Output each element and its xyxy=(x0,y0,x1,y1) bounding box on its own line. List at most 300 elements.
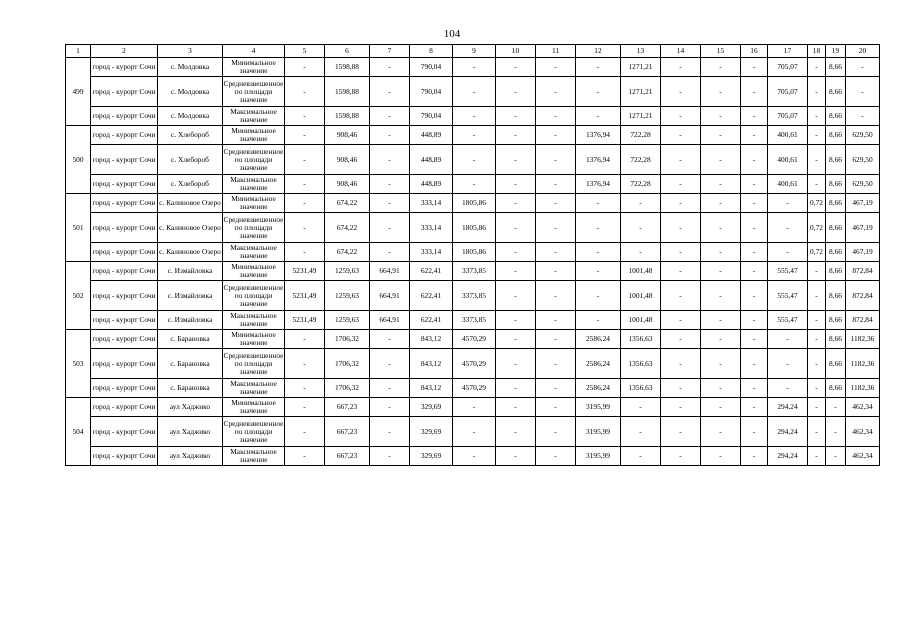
value-cell: - xyxy=(285,77,325,107)
value-cell: 1376,94 xyxy=(576,175,621,194)
value-cell: - xyxy=(536,417,576,447)
value-cell: 622,41 xyxy=(410,311,453,330)
value-cell: - xyxy=(661,194,701,213)
value-cell: - xyxy=(741,58,768,77)
table-body xyxy=(66,58,880,466)
value-cell: 400,61 xyxy=(768,126,808,145)
value-cell: - xyxy=(536,281,576,311)
column-header: 8 xyxy=(410,45,453,58)
value-cell: 8,66 xyxy=(826,175,846,194)
column-header: 16 xyxy=(741,45,768,58)
value-cell: - xyxy=(285,58,325,77)
table-row xyxy=(66,330,880,349)
value-cell: - xyxy=(621,194,661,213)
place-cell: с. Калиновое Озеро xyxy=(158,243,223,262)
value-cell: 555,47 xyxy=(768,262,808,281)
value-cell: - xyxy=(536,58,576,77)
value-cell: - xyxy=(808,126,826,145)
table-row xyxy=(66,213,880,243)
value-cell: - xyxy=(808,175,826,194)
value-cell: 872,84 xyxy=(846,262,880,281)
value-cell: 8,66 xyxy=(826,281,846,311)
value-cell: 5231,49 xyxy=(285,311,325,330)
city-cell: город - курорт Сочи xyxy=(91,126,158,145)
value-cell: - xyxy=(285,194,325,213)
value-cell: - xyxy=(576,262,621,281)
value-cell: - xyxy=(826,447,846,466)
place-cell: с. Хлебороб xyxy=(158,126,223,145)
value-cell: 8,66 xyxy=(826,311,846,330)
value-cell: 462,34 xyxy=(846,417,880,447)
value-cell: 333,14 xyxy=(410,194,453,213)
value-cell: 8,66 xyxy=(826,330,846,349)
value-cell: 1356,63 xyxy=(621,379,661,398)
value-type-cell: Максимальное значение xyxy=(223,175,285,194)
value-cell: - xyxy=(621,213,661,243)
city-cell: город - курорт Сочи xyxy=(91,447,158,466)
value-cell: 1376,94 xyxy=(576,145,621,175)
value-cell: 629,50 xyxy=(846,145,880,175)
value-cell: - xyxy=(285,145,325,175)
value-cell: 722,28 xyxy=(621,126,661,145)
value-cell: - xyxy=(536,145,576,175)
value-type-cell: Средневзвешенное по площади значение xyxy=(223,145,285,175)
value-cell: - xyxy=(576,213,621,243)
column-header: 13 xyxy=(621,45,661,58)
table-row xyxy=(66,194,880,213)
value-cell: 8,66 xyxy=(826,243,846,262)
value-cell: - xyxy=(808,281,826,311)
value-cell: - xyxy=(536,349,576,379)
value-cell: 722,28 xyxy=(621,145,661,175)
value-cell: 1356,63 xyxy=(621,330,661,349)
column-header: 7 xyxy=(370,45,410,58)
value-cell: 3373,85 xyxy=(453,281,496,311)
value-cell: - xyxy=(741,126,768,145)
value-cell: - xyxy=(496,398,536,417)
value-cell: - xyxy=(370,243,410,262)
place-cell: с. Калиновое Озеро xyxy=(158,213,223,243)
column-header: 3 xyxy=(158,45,223,58)
value-cell: - xyxy=(768,213,808,243)
place-cell: с. Калиновое Озеро xyxy=(158,194,223,213)
value-cell: 0,72 xyxy=(808,243,826,262)
value-cell: - xyxy=(496,213,536,243)
value-cell: - xyxy=(285,330,325,349)
value-cell: - xyxy=(536,311,576,330)
value-cell: 664,91 xyxy=(370,311,410,330)
value-cell: - xyxy=(536,175,576,194)
value-type-cell: Минимальное значение xyxy=(223,330,285,349)
column-header: 12 xyxy=(576,45,621,58)
value-cell: - xyxy=(285,349,325,379)
value-type-cell: Средневзвешенное по площади значение xyxy=(223,213,285,243)
city-cell: город - курорт Сочи xyxy=(91,107,158,126)
value-cell: - xyxy=(536,398,576,417)
value-type-cell: Минимальное значение xyxy=(223,126,285,145)
value-cell: - xyxy=(661,175,701,194)
value-cell: - xyxy=(370,213,410,243)
value-cell: - xyxy=(661,330,701,349)
value-cell: - xyxy=(496,330,536,349)
value-cell: - xyxy=(285,379,325,398)
value-cell: - xyxy=(661,126,701,145)
value-cell: - xyxy=(701,126,741,145)
value-cell: - xyxy=(661,145,701,175)
value-cell: - xyxy=(741,330,768,349)
city-cell: город - курорт Сочи xyxy=(91,379,158,398)
value-type-cell: Минимальное значение xyxy=(223,58,285,77)
value-cell: 872,84 xyxy=(846,281,880,311)
value-cell: 705,07 xyxy=(768,77,808,107)
value-cell: - xyxy=(661,398,701,417)
value-cell: 0,72 xyxy=(808,194,826,213)
value-cell: - xyxy=(621,447,661,466)
value-cell: - xyxy=(285,126,325,145)
value-cell: - xyxy=(768,330,808,349)
table-row xyxy=(66,58,880,77)
value-cell: 664,91 xyxy=(370,281,410,311)
value-cell: 3373,85 xyxy=(453,311,496,330)
city-cell: город - курорт Сочи xyxy=(91,58,158,77)
city-cell: город - курорт Сочи xyxy=(91,311,158,330)
place-cell: с. Барановка xyxy=(158,330,223,349)
value-cell: 1706,32 xyxy=(325,379,370,398)
value-cell: - xyxy=(808,349,826,379)
value-type-cell: Максимальное значение xyxy=(223,243,285,262)
value-cell: 674,22 xyxy=(325,194,370,213)
value-cell: - xyxy=(661,311,701,330)
value-cell: 467,19 xyxy=(846,213,880,243)
value-cell: 462,34 xyxy=(846,447,880,466)
value-cell: - xyxy=(453,175,496,194)
value-cell: 555,47 xyxy=(768,281,808,311)
place-cell: с. Барановка xyxy=(158,349,223,379)
value-cell: 294,24 xyxy=(768,398,808,417)
value-cell: 1376,94 xyxy=(576,126,621,145)
value-cell: - xyxy=(621,417,661,447)
value-cell: - xyxy=(536,107,576,126)
value-type-cell: Максимальное значение xyxy=(223,311,285,330)
value-cell: - xyxy=(701,330,741,349)
place-cell: аул Хаджико xyxy=(158,447,223,466)
value-cell: - xyxy=(370,126,410,145)
value-cell: - xyxy=(768,379,808,398)
row-number: 499 xyxy=(66,58,91,126)
value-cell: 1182,36 xyxy=(846,349,880,379)
value-cell: - xyxy=(741,417,768,447)
value-cell: - xyxy=(808,107,826,126)
value-cell: - xyxy=(453,398,496,417)
value-cell: - xyxy=(701,398,741,417)
place-cell: с. Измайловка xyxy=(158,311,223,330)
value-cell: - xyxy=(453,145,496,175)
value-cell: - xyxy=(453,417,496,447)
table-row xyxy=(66,107,880,126)
value-cell: 1706,32 xyxy=(325,330,370,349)
value-cell: 329,69 xyxy=(410,447,453,466)
value-cell: - xyxy=(741,77,768,107)
value-cell: 294,24 xyxy=(768,417,808,447)
value-cell: - xyxy=(741,243,768,262)
value-cell: - xyxy=(741,262,768,281)
value-type-cell: Максимальное значение xyxy=(223,447,285,466)
value-cell: - xyxy=(701,262,741,281)
place-cell: с. Барановка xyxy=(158,379,223,398)
value-cell: - xyxy=(496,447,536,466)
city-cell: город - курорт Сочи xyxy=(91,194,158,213)
value-cell: 3195,99 xyxy=(576,447,621,466)
value-cell: - xyxy=(370,145,410,175)
value-cell: - xyxy=(370,107,410,126)
value-cell: - xyxy=(496,77,536,107)
city-cell: город - курорт Сочи xyxy=(91,262,158,281)
data-table xyxy=(65,44,880,466)
value-cell: - xyxy=(661,243,701,262)
value-type-cell: Минимальное значение xyxy=(223,398,285,417)
value-cell: 5231,49 xyxy=(285,262,325,281)
value-cell: - xyxy=(536,213,576,243)
value-cell: - xyxy=(826,398,846,417)
value-cell: - xyxy=(370,349,410,379)
city-cell: город - курорт Сочи xyxy=(91,330,158,349)
value-cell: - xyxy=(701,145,741,175)
value-cell: 1001,48 xyxy=(621,311,661,330)
value-cell: 8,66 xyxy=(826,145,846,175)
value-cell: - xyxy=(701,281,741,311)
value-cell: 3195,99 xyxy=(576,398,621,417)
row-number: 503 xyxy=(66,330,91,398)
value-cell: - xyxy=(661,349,701,379)
place-cell: с. Молдовка xyxy=(158,58,223,77)
value-cell: - xyxy=(453,107,496,126)
city-cell: город - курорт Сочи xyxy=(91,175,158,194)
value-cell: 1259,63 xyxy=(325,281,370,311)
value-type-cell: Минимальное значение xyxy=(223,194,285,213)
value-cell: 448,89 xyxy=(410,175,453,194)
column-header: 5 xyxy=(285,45,325,58)
value-cell: - xyxy=(701,417,741,447)
value-cell: - xyxy=(370,58,410,77)
value-cell: - xyxy=(536,330,576,349)
value-cell: 8,66 xyxy=(826,379,846,398)
value-cell: - xyxy=(661,77,701,107)
row-number: 504 xyxy=(66,398,91,466)
value-cell: - xyxy=(496,417,536,447)
value-cell: - xyxy=(496,281,536,311)
value-cell: 790,04 xyxy=(410,107,453,126)
value-type-cell: Средневзвешенное по площади значение xyxy=(223,77,285,107)
value-cell: - xyxy=(741,213,768,243)
value-cell: 908,46 xyxy=(325,126,370,145)
value-cell: - xyxy=(536,262,576,281)
city-cell: город - курорт Сочи xyxy=(91,417,158,447)
value-cell: 329,69 xyxy=(410,398,453,417)
value-cell: - xyxy=(285,107,325,126)
table-row xyxy=(66,175,880,194)
value-cell: - xyxy=(768,349,808,379)
value-cell: - xyxy=(846,77,880,107)
value-cell: 664,91 xyxy=(370,262,410,281)
column-header: 15 xyxy=(701,45,741,58)
value-cell: - xyxy=(576,311,621,330)
city-cell: город - курорт Сочи xyxy=(91,281,158,311)
value-cell: 790,04 xyxy=(410,58,453,77)
value-cell: - xyxy=(285,398,325,417)
value-cell: 400,61 xyxy=(768,175,808,194)
table-row xyxy=(66,447,880,466)
value-cell: - xyxy=(536,194,576,213)
column-header: 1 xyxy=(66,45,91,58)
city-cell: город - курорт Сочи xyxy=(91,213,158,243)
value-cell: - xyxy=(285,417,325,447)
value-cell: 4570,29 xyxy=(453,379,496,398)
value-cell: - xyxy=(536,447,576,466)
value-cell: - xyxy=(741,145,768,175)
value-cell: 622,41 xyxy=(410,262,453,281)
table-row xyxy=(66,281,880,311)
value-cell: - xyxy=(621,398,661,417)
value-cell: - xyxy=(741,349,768,379)
page-number: 104 xyxy=(443,28,461,40)
value-cell: - xyxy=(285,213,325,243)
value-cell: - xyxy=(576,107,621,126)
value-cell: - xyxy=(370,175,410,194)
value-cell: - xyxy=(701,243,741,262)
value-cell: - xyxy=(768,194,808,213)
value-cell: 400,61 xyxy=(768,145,808,175)
value-cell: - xyxy=(496,145,536,175)
value-cell: - xyxy=(370,379,410,398)
value-cell: 843,12 xyxy=(410,349,453,379)
value-cell: 908,46 xyxy=(325,145,370,175)
value-cell: - xyxy=(661,262,701,281)
value-cell: - xyxy=(741,398,768,417)
value-cell: 705,07 xyxy=(768,58,808,77)
value-cell: - xyxy=(741,379,768,398)
value-cell: - xyxy=(846,107,880,126)
place-cell: аул Хаджико xyxy=(158,398,223,417)
value-cell: 3373,85 xyxy=(453,262,496,281)
value-type-cell: Минимальное значение xyxy=(223,262,285,281)
city-cell: город - курорт Сочи xyxy=(91,243,158,262)
value-cell: 872,84 xyxy=(846,311,880,330)
value-cell: - xyxy=(496,311,536,330)
value-cell: 790,04 xyxy=(410,77,453,107)
column-header: 6 xyxy=(325,45,370,58)
value-cell: 8,66 xyxy=(826,107,846,126)
column-header: 9 xyxy=(453,45,496,58)
value-cell: - xyxy=(701,447,741,466)
value-cell: 722,28 xyxy=(621,175,661,194)
value-cell: 8,66 xyxy=(826,213,846,243)
value-cell: - xyxy=(496,349,536,379)
value-cell: - xyxy=(370,447,410,466)
value-cell: - xyxy=(496,262,536,281)
value-cell: - xyxy=(701,58,741,77)
value-cell: - xyxy=(808,417,826,447)
value-cell: 1271,21 xyxy=(621,107,661,126)
value-cell: 1182,36 xyxy=(846,330,880,349)
value-cell: 1271,21 xyxy=(621,58,661,77)
value-cell: 629,50 xyxy=(846,175,880,194)
value-cell: 705,07 xyxy=(768,107,808,126)
value-cell: 555,47 xyxy=(768,311,808,330)
value-cell: - xyxy=(826,417,846,447)
value-cell: - xyxy=(285,243,325,262)
value-cell: - xyxy=(370,398,410,417)
value-cell: - xyxy=(808,262,826,281)
value-cell: 462,34 xyxy=(846,398,880,417)
value-cell: - xyxy=(741,281,768,311)
value-cell: 1001,48 xyxy=(621,281,661,311)
value-cell: - xyxy=(661,107,701,126)
value-cell: 294,24 xyxy=(768,447,808,466)
value-type-cell: Средневзвешенное по площади значение xyxy=(223,417,285,447)
column-header: 10 xyxy=(496,45,536,58)
value-cell: 8,66 xyxy=(826,126,846,145)
value-cell: - xyxy=(741,194,768,213)
value-cell: 1356,63 xyxy=(621,349,661,379)
value-cell: - xyxy=(453,447,496,466)
value-cell: 674,22 xyxy=(325,243,370,262)
value-cell: 1706,32 xyxy=(325,349,370,379)
column-header: 18 xyxy=(808,45,826,58)
value-cell: - xyxy=(576,243,621,262)
value-cell: - xyxy=(576,194,621,213)
value-cell: 1271,21 xyxy=(621,77,661,107)
value-cell: - xyxy=(496,379,536,398)
value-cell: 1182,36 xyxy=(846,379,880,398)
table-row xyxy=(66,145,880,175)
value-cell: 1259,63 xyxy=(325,262,370,281)
city-cell: город - курорт Сочи xyxy=(91,349,158,379)
value-cell: - xyxy=(768,243,808,262)
place-cell: с. Молдовка xyxy=(158,77,223,107)
value-cell: 1805,86 xyxy=(453,194,496,213)
value-cell: - xyxy=(453,126,496,145)
value-cell: 4570,29 xyxy=(453,330,496,349)
place-cell: с. Измайловка xyxy=(158,281,223,311)
table-row xyxy=(66,262,880,281)
city-cell: город - курорт Сочи xyxy=(91,77,158,107)
value-cell: 2586,24 xyxy=(576,330,621,349)
value-cell: - xyxy=(496,126,536,145)
row-number: 501 xyxy=(66,194,91,262)
value-cell: 908,46 xyxy=(325,175,370,194)
value-cell: - xyxy=(576,77,621,107)
value-cell: - xyxy=(701,349,741,379)
value-cell: 1598,88 xyxy=(325,58,370,77)
value-cell: - xyxy=(536,126,576,145)
value-cell: - xyxy=(701,194,741,213)
value-cell: 629,50 xyxy=(846,126,880,145)
city-cell: город - курорт Сочи xyxy=(91,145,158,175)
value-cell: - xyxy=(496,194,536,213)
value-type-cell: Максимальное значение xyxy=(223,379,285,398)
value-cell: 0,72 xyxy=(808,213,826,243)
value-cell: 448,89 xyxy=(410,126,453,145)
value-cell: - xyxy=(846,58,880,77)
column-header: 19 xyxy=(826,45,846,58)
value-cell: 1598,88 xyxy=(325,107,370,126)
value-cell: 1598,88 xyxy=(325,77,370,107)
table-row xyxy=(66,398,880,417)
table-row xyxy=(66,311,880,330)
value-cell: - xyxy=(661,281,701,311)
column-header: 11 xyxy=(536,45,576,58)
table-row xyxy=(66,77,880,107)
